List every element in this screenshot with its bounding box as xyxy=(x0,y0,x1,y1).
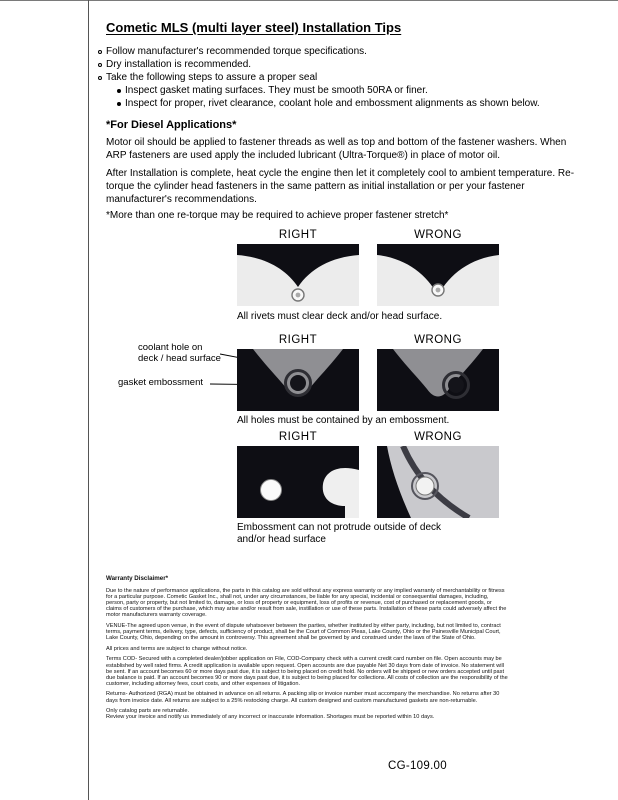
wrong-label: WRONG xyxy=(414,229,462,241)
disclaimer-heading: Warranty Disclaimer* xyxy=(106,575,169,582)
tip-text: Inspect gasket mating surfaces. They must be smooth 50RA or finer. xyxy=(125,85,428,96)
warranty-disclaimer xyxy=(106,576,508,720)
disclaimer-prices: All prices and terms are subject to change without notice. xyxy=(106,645,248,652)
filled-bullet-icon xyxy=(117,89,121,93)
right-label: RIGHT xyxy=(278,334,318,346)
tip-text: Take the following steps to assure a proper seal xyxy=(106,72,318,83)
tip-text: Dry installation is recommended. xyxy=(106,59,252,70)
callout-line2: deck / head surface xyxy=(138,353,221,364)
row3-caption-line1: Embossment can not protrude outside of deck xyxy=(237,522,442,533)
tip-sub-item xyxy=(117,84,580,97)
diesel-applications-heading: *For Diesel Applications* xyxy=(106,119,237,131)
page-title: Cometic MLS (multi layer steel) Installation Tips xyxy=(106,20,402,35)
diesel-paragraph-1: Motor oil should be applied to fastener threads as well as top and bottom of the fastener washers. When ARP fasteners are used apply the included lubricant (Ultra-Torque®) in place of motor oil. xyxy=(106,137,567,161)
row3-images xyxy=(237,446,499,518)
wrong-label: WRONG xyxy=(414,431,462,443)
gasket-embossment-callout: gasket embossment xyxy=(118,377,204,388)
row3-labels xyxy=(237,431,499,443)
row3-caption-line2: and/or head surface xyxy=(237,534,326,545)
hollow-bullet-icon xyxy=(98,76,102,80)
disclaimer-warranty: Due to the nature of performance applications, the parts in this catalog are sold without any express warranty or any implied warranty of merchantability or fitness for a particular purpose. Cometic Gasket Inc., shall not, under any circumstances, be liable for any special, incidental or consequential damages, including, person, party or property, but not limited to, damage, or loss of property or equipment, loss of profits or revenue, cost of purchased or replacement goods, or claims of customers of the purchase, which may arise and/or result from sale, instillation or use of these parts. Installation of these parts could adversely affect the motor manufacturers warranty coverage. xyxy=(106,588,507,619)
coolant-right-diagram xyxy=(237,349,359,411)
disclaimer-catalog: Only catalog parts are returnable. xyxy=(106,708,190,715)
top-rule xyxy=(0,0,618,1)
left-margin-rule xyxy=(88,0,89,800)
tips-list xyxy=(98,45,580,110)
wrong-label: WRONG xyxy=(414,334,462,346)
hollow-bullet-icon xyxy=(98,63,102,67)
row2-caption: All holes must be contained by an embossment. xyxy=(237,415,450,426)
tip-text: Inspect for proper, rivet clearance, coolant hole and embossment alignments as shown below. xyxy=(125,98,540,109)
retorque-note: *More than one re-torque may be required to achieve proper fastener stretch* xyxy=(106,210,449,221)
callout-line1: coolant hole on xyxy=(138,342,203,353)
filled-bullet-icon xyxy=(117,102,121,106)
embossment-right-diagram xyxy=(237,446,359,518)
tip-item xyxy=(98,71,580,84)
tip-item xyxy=(98,58,580,71)
page-code: CG-109.00 xyxy=(388,760,447,772)
row1-images xyxy=(237,244,499,306)
disclaimer-review: Review your invoice and notify us immediately of any incorrect or inaccurate information. Shortages must be reported within 10 days. xyxy=(106,714,435,721)
rivet-right-diagram xyxy=(237,244,359,306)
row2-images xyxy=(237,349,499,411)
hollow-bullet-icon xyxy=(98,50,102,54)
diesel-paragraph-2: After Installation is complete, heat cycle the engine then let it completely cool to ambient temperature. Re-torque the cylinder head fasteners in the same pattern as initial installation or per your fastener manufacturer's recommendations. xyxy=(106,168,575,205)
tip-sub-item xyxy=(117,97,580,110)
rivet-wrong-diagram xyxy=(377,244,499,306)
row3-caption xyxy=(237,522,441,546)
coolant-wrong-diagram xyxy=(377,349,499,411)
embossment-wrong-diagram xyxy=(377,446,499,518)
tip-item xyxy=(98,45,580,58)
tip-text: Follow manufacturer's recommended torque specifications. xyxy=(106,46,367,57)
disclaimer-returns: Returns- Authorized (RGA) must be obtained in advance on all returns. A packing slip or invoice number must accompany the merchandise. No returns after 30 days from invoice date. All returns are subject to a 25% restocking charge. All custom designed and custom manufactured gaskets are non-returnable. xyxy=(106,691,500,704)
disclaimer-venue: VENUE-The agreed upon venue, in the event of dispute whatsoever between the parties, whether instituted by either party, including, but not limited to, contract terms, payment terms, delivery, type, defects, sufficiency of product, shall be the Court of Common Pleas, Lake County, Ohio or the Painesville Municipal Court, Lake County, Ohio, depending on the amount in controversy. This agreement shall be governed by and construed under the laws of the State of Ohio. xyxy=(106,623,501,642)
row1-labels xyxy=(237,229,499,241)
disclaimer-terms: Terms COD- Secured with a completed dealer/jobber application on File, COD-Company check with a current credit card number on file. Open accounts may be established by well rated firms. A credit application is available upon request. Open accounts are due payable Net 30 days from date of invoice. No statement will be sent. If an account becomes 60 or more days past due, it is subject to being placed on credit hold. No orders will be shipped or new orders accepted until past due balance is paid. If an account becomes 90 or more days past due, it is subject to being placed for collections. All costs of collection are the responsibility of the customer, including attorney fees, court costs, and other expenses of litigation. xyxy=(106,656,508,687)
right-label: RIGHT xyxy=(278,431,318,443)
row1-caption: All rivets must clear deck and/or head surface. xyxy=(237,311,443,322)
right-label: RIGHT xyxy=(278,229,318,241)
